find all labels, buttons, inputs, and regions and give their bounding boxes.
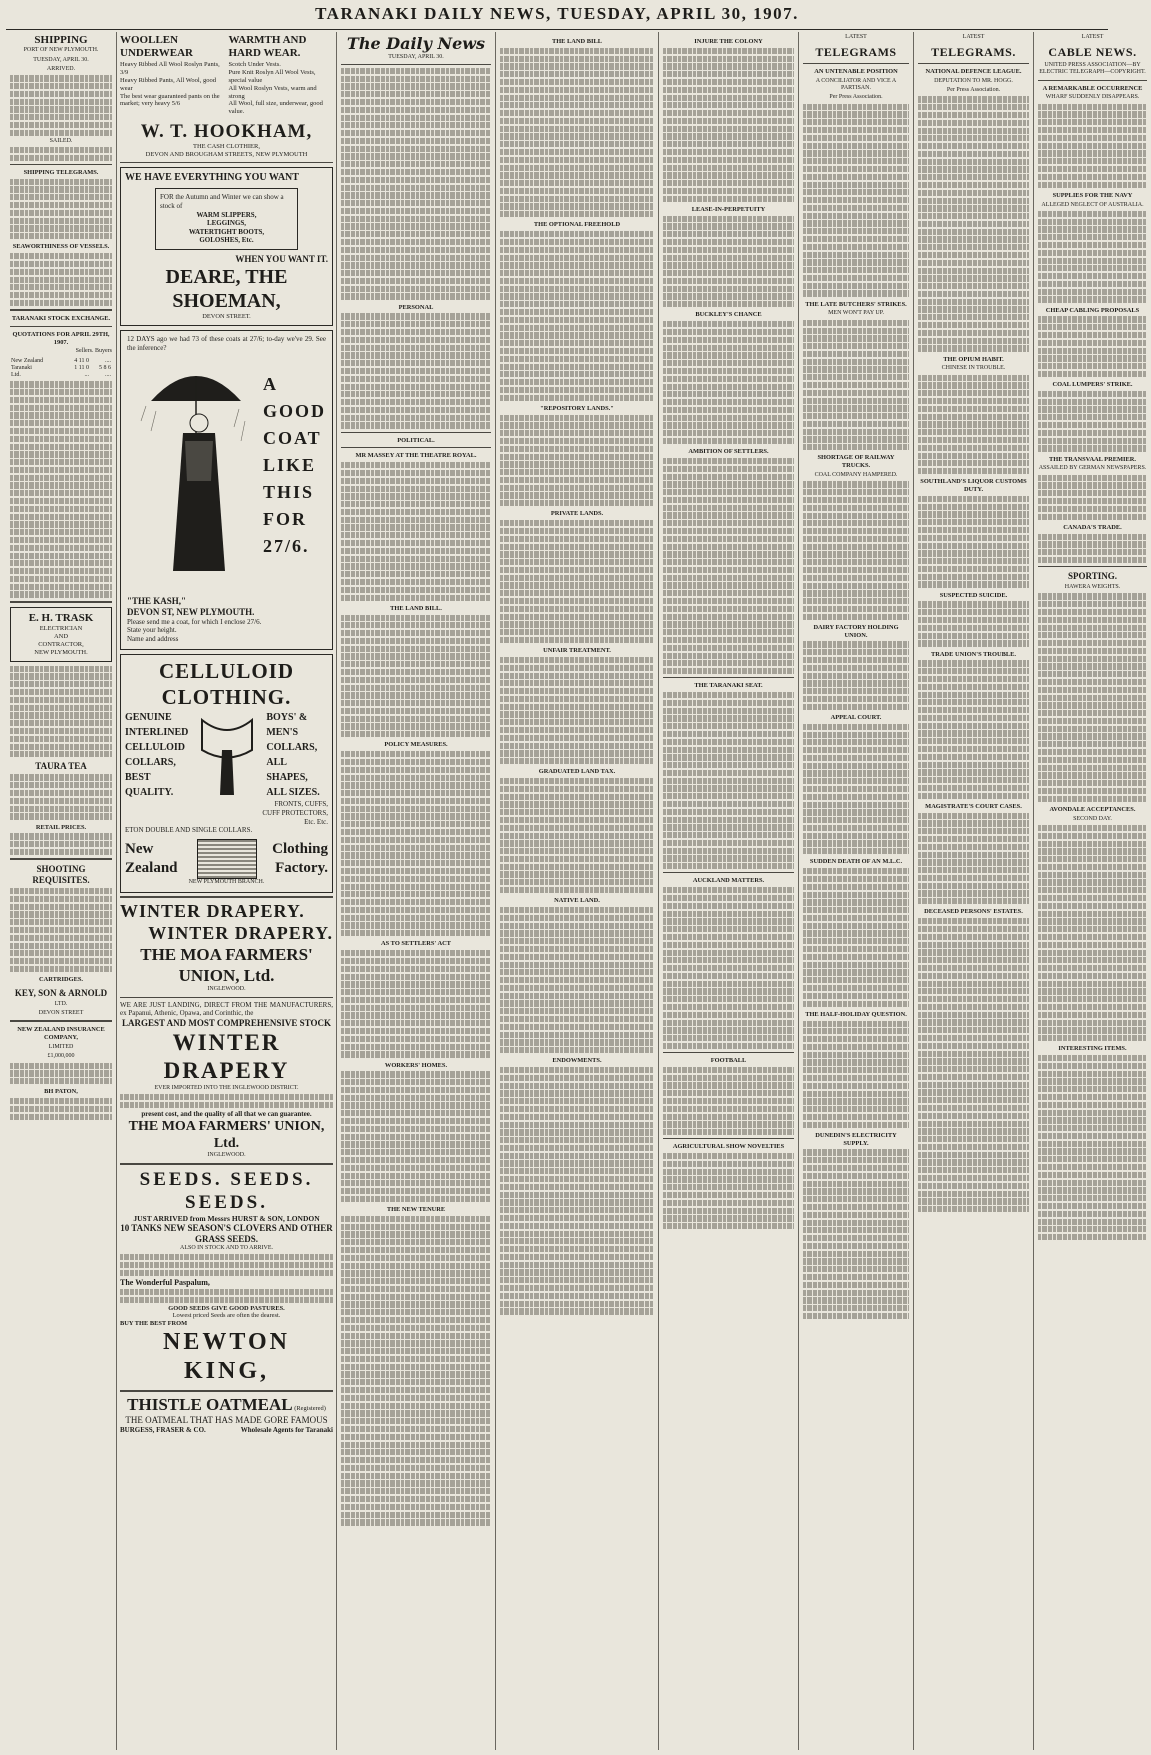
table-row: New Zealand 4 11 0 .... — [11, 357, 111, 364]
table-row: Taranaki 1 11 0 5 8 6 — [11, 365, 111, 372]
coat-ad: 12 DAYS ago we had 73 of these coats at 27/6; to-day we've 29. See the inference? A GOOD COAT LIKE THIS FOR 27/6. "THE KASH," DEVON ST, NEW PLYMOUTH. Please send me a coat, for which I enclose 27/6. State your height. Name and address — [120, 330, 333, 650]
quotations-heading: QUOTATIONS FOR APRIL 29TH, 1907. — [12, 330, 110, 346]
seaworthiness-heading: SEAWORTHINESS OF VESSELS. — [12, 243, 110, 251]
insurance-heading: NEW ZEALAND INSURANCE COMPANY, — [17, 1026, 105, 1042]
column-4: The Daily News TUESDAY, APRIL 30. PERSONAL POLITICAL. MR MASSEY AT THE THEATRE ROYAL. THE LAND BILL. POLICY MEASURES. AS TO SETTLERS' ACT WORKERS' HOMES. THE NEW TENURE — [337, 32, 496, 1750]
column-5: THE LAND BILL THE OPTIONAL FREEHOLD "REPOSITORY LANDS." PRIVATE LANDS. UNFAIR TREATMENT. GRADUATED LAND TAX. NATIVE LAND. ENDOWMENTS. — [496, 32, 659, 1750]
celluloid-ad: CELLULOID CLOTHING. GENUINE INTERLINED CELLULOID COLLARS, BEST QUALITY. BOYS' & MEN'S COLLARS, ALL SHAPES, ALL SIZES. FRONTS, CUFFS, CUFF PROTECTORS, Etc. Etc. ETON DOUBLE AND SINGLE COLLARS. New Zealand Clothing Factory. NEW PLYMOUTH BRANCH. — [120, 654, 333, 893]
column-1: SHIPPING PORT OF NEW PLYMOUTH. TUESDAY, APRIL 30. ARRIVED. SAILED. SHIPPING TELEGRAMS. SEAWORTHINESS OF VESSELS. TARANAKI STOCK EXCHANGE. QUOTATIONS FOR APRIL 29TH, 1907. Sellers. Buyers New Zealand 4 11 0 .... Taranaki 1 11 0 5 8 6 Ltd. ... .... E. H. TRASK ELECTRICIAN AND CONTRACTOR, NEW PLYMOUTH. TAURA TEA RETAIL PRICES. SHOOTING REQUISITES. CARTRIDGES. KEY, SON & ARNOLD LTD. DEVON STREET NEW ZEALAND INSURANCE COMPANY, LIMITED £1,000,000 BH PATON, — [6, 32, 117, 1750]
trask-ad: E. H. TRASK ELECTRICIAN AND CONTRACTOR, NEW PLYMOUTH. — [10, 607, 112, 662]
woollen-ad: WOOLLEN UNDERWEAR Heavy Ribbed All Wool Roslyn Pants, 3/9 Heavy Ribbed Pants, All Wool, good wear The best wear guaranteed pants on the market; very heavy 5/6 — [120, 34, 220, 108]
paper-title: The Daily News — [346, 34, 486, 53]
arnold-name: KEY, SON & ARNOLD — [14, 987, 108, 998]
columns — [6, 32, 1147, 1750]
woman-umbrella-illustration — [141, 361, 251, 581]
shipping-heading: SHIPPING — [34, 34, 88, 46]
moa-title: THE MOA FARMERS' UNION, Ltd. — [140, 944, 313, 985]
column-2: WOOLLEN UNDERWEAR Heavy Ribbed All Wool Roslyn Pants, 3/9 Heavy Ribbed Pants, All Wool, good wear The best wear guaranteed pants on the market; very heavy 5/6 WARMTH AND HARD WEAR. Scotch Under Vests. Pure Knit Roslyn All Wool Vests, special value All Wool Roslyn Vests, warm and strong All Wool, full size, underwear, good value. W. T. HOOKHAM, THE CASH CLOTHIER, DEVON AND BROUGHAM STREETS, NEW PLYMOUTH WE HAVE EVERYTHING YOU WANT FOR the Autumn and Winter we can show a stock of WARM SLIPPERS, LEGGINGS, WATERTIGHT BOOTS, GOLOSHES, Etc. WHEN YOU WANT IT. DEARE, THE SHOEMAN, DEVON STREET. 12 DAYS ago we had 73 of these coats at 27/6; to-day we've 29. See the inference? A GOOD COAT LIKE THIS FOR 27/6. "THE KASH," DEVON ST, NEW PLYMOUTH. Please send me a coat, for which I enclose 27/6. State your height. Name and address CELLULOID CLOTHING. GENUINE INTERLINED CELLULOID COLLARS, BEST QUALITY. BOYS' & MEN'S COLLARS, ALL SHAPES, ALL SIZES. FRONTS, CUFFS, CUFF PROTECTORS, Etc. Etc. ETON DOUBLE AND SINGLE COLLARS. New Zealand Clothing Factory. NEW PLYMOUTH BRANCH. WINTER DRAPERY. WINTER DRAPERY. THE MOA FARMERS' UNION, Ltd. INGLEWOOD. WE ARE JUST LANDING, DIRECT FROM THE MANUFACTURERS, ex Papanui, Athenic, Opawa, and Corinthic, the LARGEST AND MOST COMPREHENSIVE STOCK WINTER DRAPERY EVER IMPORTED INTO THE INGLEWOOD DISTRICT. present cost, and the quality of all that we can guarantee. THE MOA FARMERS' UNION, Ltd. INGLEWOOD. SEEDS. SEEDS. SEEDS. JUST ARRIVED from Messrs HURST & SON, LONDON 10 TANKS NEW SEASON'S CLOVERS AND OTHER GRASS SEEDS. ALSO IN STOCK AND TO ARRIVE. The Wonderful Paspalum, GOOD SEEDS GIVE GOOD PASTURES. Lowest priced Seeds are often the dearest. BUY THE BEST FROM NEWTON KING, THISTLE OATMEAL (Registered) THE OATMEAL THAT HAS MADE GORE FAMOUS BURGESS, FRASER & CO. Wholesale Agents for Taranaki — [117, 32, 337, 1750]
column-9: LATEST CABLE NEWS. UNITED PRESS ASSOCIATION—BY ELECTRIC TELEGRAPH—COPYRIGHT. A REMARKABLE OCCURRENCE WHARF SUDDENLY DISAPPEARS. SUPPLIES FOR THE NAVY ALLEGED NEGLECT OF AUSTRALIA. CHEAP CABLING PROPOSALS COAL LUMPERS' STRIKE. THE TRANSVAAL PREMIER. ASSAILED BY GERMAN NEWSPAPERS. CANADA'S TRADE. SPORTING. HAWERA WEIGHTS. AVONDALE ACCEPTANCES. SECOND DAY. INTERESTING ITEMS. — [1034, 32, 1151, 1750]
top-ads — [120, 34, 333, 116]
deare-ad: WE HAVE EVERYTHING YOU WANT FOR the Autumn and Winter we can show a stock of WARM SLIPPERS, LEGGINGS, WATERTIGHT BOOTS, GOLOSHES, Etc. WHEN YOU WANT IT. DEARE, THE SHOEMAN, DEVON STREET. — [120, 167, 333, 326]
sailed-heading: SAILED. — [49, 137, 73, 144]
factory-logo — [197, 839, 257, 879]
cartridges: CARTRIDGES. — [39, 976, 83, 984]
newton-king: NEWTON KING, — [163, 1328, 290, 1385]
collar-illustration — [192, 710, 262, 800]
deare-name: DEARE, THE SHOEMAN, — [165, 265, 288, 313]
column-7: LATEST TELEGRAMS AN UNTENABLE POSITION A CONCILIATOR AND VICE A PARTISAN. Per Press Association. THE LATE BUTCHERS' STRIKES. MEN WON'T PAY UP. SHORTAGE OF RAILWAY TRUCKS. COAL COMPANY HAMPERED. DAIRY FACTORY HOLDING UNION. APPEAL COURT. SUDDEN DEATH OF AN M.L.C. THE HALF-HOLIDAY QUESTION. DUNEDIN'S ELECTRICITY SUPPLY. — [799, 32, 914, 1750]
warmth-ad: WARMTH AND HARD WEAR. Scotch Under Vests. Pure Knit Roslyn All Wool Vests, special value All Wool Roslyn Vests, warm and strong All Wool, full size, underwear, good value. — [228, 34, 323, 116]
trask-name: E. H. TRASK — [28, 611, 94, 624]
stock-table — [10, 358, 112, 380]
cable-news-heading: CABLE NEWS. — [1048, 45, 1137, 60]
arrived-heading: ARRIVED. — [46, 66, 76, 73]
hookham-name: W. T. HOOKHAM, — [140, 121, 313, 143]
port-line: PORT OF NEW PLYMOUTH. — [23, 47, 99, 54]
telegrams-heading: TELEGRAMS — [815, 45, 897, 60]
masthead: TARANAKI DAILY NEWS, TUESDAY, APRIL 30, 1907. — [6, 4, 1108, 30]
column-6: INJURE THE COLONY LEASE-IN-PERPETUITY BUCKLEY'S CHANCE AMBITION OF SETTLERS. THE TARANAKI SEAT. AUCKLAND MATTERS. FOOTBALL AGRICULTURAL SHOW NOVELTIES — [659, 32, 799, 1750]
shooting-heading: SHOOTING REQUISITES. — [32, 864, 90, 886]
stock-exchange-heading: TARANAKI STOCK EXCHANGE. — [11, 315, 111, 323]
seeds-heading: SEEDS. SEEDS. SEEDS. — [139, 1168, 314, 1213]
retail-prices: RETAIL PRICES. — [35, 823, 87, 831]
shipping-telegrams-heading: SHIPPING TELEGRAMS. — [23, 168, 99, 176]
taura-tea-heading: TAURA TEA — [35, 761, 87, 772]
table-row: Ltd. ... .... — [11, 372, 111, 379]
sellers-buyers: Sellers. Buyers — [75, 348, 112, 355]
column-8: LATEST TELEGRAMS. NATIONAL DEFENCE LEAGUE. DEPUTATION TO MR. HOGG. Per Press Association. THE OPIUM HABIT. CHINESE IN TROUBLE. SOUTHLAND'S LIQUOR CUSTOMS DUTY. SUSPECTED SUICIDE. TRADE UNION'S TROUBLE. MAGISTRATE'S COURT CASES. DECEASED PERSONS' ESTATES. — [914, 32, 1034, 1750]
date-line: TUESDAY, APRIL 30. — [33, 56, 89, 63]
coat-words: A GOOD COAT LIKE THIS FOR 27/6. — [262, 374, 326, 557]
